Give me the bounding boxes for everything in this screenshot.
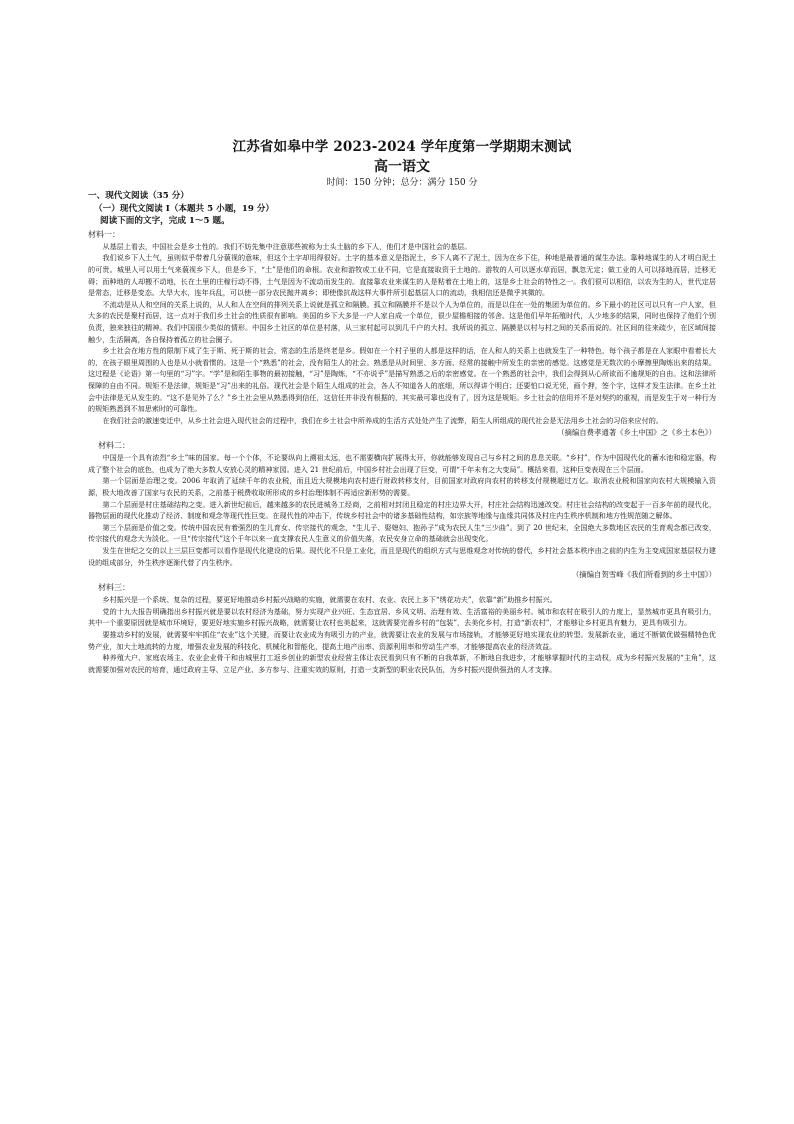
material-2-source: （摘编自贺雪峰《我们所看到的乡土中国》）	[571, 570, 716, 580]
material-3-paragraph: 党的十九大报告明确指出乡村振兴就是要以农村经济为基础，努力实现产业兴旺、生态宜居、乡风文明、治理有效、生活富裕的美丽乡村。城市和农村在吸引人的力度上，显然城市更具有吸引力，其中一个重要原因就是城市环境好，要更好地实施乡村振兴战略，就需要让农村也美起来，这就需要完善乡村的“包装”，去美化乡村，打造“新农村”，才能够让乡村更具有魅力，更具有吸引力。	[88, 606, 716, 628]
material-3-paragraph: 要推动乡村的发展，就需要牢牢抓住“农业”这个关键，而要让农业成为有吸引力的产业，就需要让农业的发展与市场接轨，才能够更好地实现农业的转型。发展新农业，通过不断做优做强精特色优势产业，加大土地流转的力度，增强农业发展的科技化、机械化和智能化，提高土地产出率、资源利用率和劳动生产率，才能够提高农业的经济效益。	[88, 630, 716, 651]
material-3-label: 材料三：	[98, 583, 130, 593]
material-1-paragraph: 在我们社会的激速变迁中，从乡土社会进入现代社会的过程中，我们在乡土社会中所养成的生活方式处处产生了流弊，陌生人所组成的现代社会是无法用乡土社会的习俗来应付的。	[102, 415, 663, 425]
reading-instruction: 阅读下面的文字，完成 1～5 题。	[100, 216, 230, 227]
subsection-heading: （一）现代文阅读 I（本题共 5 小题，19 分）	[94, 203, 275, 214]
material-1-paragraph: 乡土社会在地方性的限制下成了生于斯、死于斯的社会，常态的生活是终老是乡。假如在一个村子里的人都是这样的话，在人和人的关系上也就发生了一种特色，每个孩子都是在人家眼中看着长大的，在孩子眼里周围的人也是从小就看惯的。这是一个“熟悉”的社会，没有陌生人的社会。熟悉是从时间里、多方面、经常的接触中所发生的亲密的感觉。这感觉是无数次的小摩擦里陶炼出来的结果。这过程是《论语》第一句里的“习”字。“学”是和陌生事物的最初接触，“习”是陶炼，“不亦说乎”是描写熟悉之后的亲密感觉。在一个熟悉的社会中，我们会得到从心所欲而不逾规矩的自由。这和法律所保障的自由不同。规矩不是法律，规矩是“习”出来的礼俗。现代社会是个陌生人组成的社会，各人不知道各人的底细，所以得讲个明白；还要怕口说无凭，画个押，签个字，这样才发生法律。在乡土社会中法律是无从发生的。“这不是见外了么？”乡土社会里从熟悉得到信任，这信任并非没有根据的，其实最可靠也没有了，因为这是规矩。乡土社会的信用并不是对契约的重视，而是发生于对一种行为的规矩熟悉到不加思索时的可靠性。	[88, 346, 716, 414]
material-1-paragraph: 我们说乡下人土气，虽则似乎带着几分藐视的意味，但这个土字却用得很好。土字的基本意义是指泥土，乡下人离不了泥土，因为在乡下住，种地是最普通的谋生办法。靠种地谋生的人才明白泥土的可贵。城里人可以用土气来藐视乡下人，但是乡下，“土”是他们的命根。农业和游牧或工业不同，它是直接取资于土地的。游牧的人可以逐水草而居，飘忽无定；做工业的人可以择地而居，迁移无碍；而种地的人却搬不动地，长在土里的庄稼行动不得，土气是因为不流动而发生的。直接靠农业来谋生的人是粘着在土地上的，这是乡土社会的特性之一。我们很可以相信，以农为生的人，世代定居是常态，迁移是变态。大旱大水，连年兵乱，可以使一部分农民抛井离乡；即使像抗战这样大事件所引起基层人口的流动，我相信还是微乎其微的。	[88, 253, 716, 298]
material-2-paragraph: 第一个层面是治理之变。2006 年取消了延续千年的农业税，而且近大规模地向农村进行财政转移支付，目前国家对政府向农村的转移支付规模超过万亿。取消农业税和国家向农村大规模输入资源，极大地改善了国家与农民的关系，之前基于税费收取所形成的乡村治理体制不再适应新形势的需要。	[88, 476, 716, 498]
material-2-paragraph: 第二个层面是村庄基础结构之变。进入新世纪前后，越来越多的农民进城务工经商，之前相对封闭且稳定的村庄边界大开，村庄社会结构迅速改变。村庄社会结构的改变起于一百多年前的现代化，器物层面的现代化推动了经济、制度和观念等现代性巨变。在现代性的冲击下，传统乡村社会中的诸多基础性结构，如宗族等地缘与血缘共同体及村庄内生秩序机制和地方性规范随之解体。	[88, 499, 716, 521]
document-content	[88, 138, 716, 675]
material-2-paragraph: 中国是一个具有浓烈“乡土”味的国家。每一个个体，不论要纵向上溯祖太远，也不需要横向扩展得太开，你就能够发现自己与乡村之间的息息关联。“乡村”，作为中国现代化的蓄水池和稳定器，构成了整个社会的底色，也成为了绝大多数人安放心灵的精神家园。进入 21 世纪前后，中国乡村社会出现了巨变，可谓“千年未有之大变局”。概括来看，这种巨变表现在三个层面。	[88, 453, 716, 474]
exam-meta: 时间：150 分钟；总分：满分 150 分	[326, 178, 478, 188]
subject-title: 高一语文	[374, 159, 430, 175]
material-1-paragraph: 从基层上看去，中国社会是乡土性的。我们不妨先集中注意那些被称为土头土脑的乡下人，他们才是中国社会的基层。	[102, 241, 472, 251]
section-heading: 一、现代文阅读（35 分）	[88, 191, 189, 201]
material-2-label: 材料二：	[98, 441, 130, 451]
material-1-label: 材料一：	[88, 229, 120, 239]
document-title: 江苏省如皋中学 2023-2024 学年度第一学期期末测试	[232, 139, 572, 155]
material-1-paragraph: 不流动是从人和空间的关系上说的，从人和人在空间的排列关系上说就是孤立和隔膜。孤立和隔膜并不是以个人为单位的，而是以住在一处的集团为单位的。乡下最小的社区可以只有一户人家，但大多的农民是聚村而居，这一点对于我们乡土社会的性质很有影响。美国的乡下大多是一户人家自成一个单位，很少屋檐相接的邻舍。这是他们早年拓殖时代，人少地多的结果，同时也保持了他们个别负责，独来独往的精神。我们中国很少类似的情形。中国乡土社区的单位是村落，从三家村起可以到几千户的大村。我所说的孤立、隔膜是以村与村之间的关系而说的。社区间的往来疏少，在区域间接触少，生活隔离，各自保持着孤立的社会圈子。	[88, 299, 716, 344]
material-1-source: （摘编自费孝通著《乡土中国》之《乡土本色》）	[557, 428, 716, 438]
material-2-paragraph: 第三个层面是价值之变。传统中国农民有着强烈的生儿育女、传宗接代的观念，“生儿子、娶媳妇、抱孙子”成为农民人生“三少曲”。到了 20 世纪末，全国绝大多数地区农民的生育观念都已改变，传宗接代的观念大为淡化。一旦“传宗接代”这个千年以来一直支撑农民人生意义的价值失落，农民安身立命的基础就会出现变化。	[88, 522, 716, 544]
material-3-paragraph: 乡村振兴是一个系统、复杂的过程，要更好地推动乡村振兴战略的实施，就需要在农村、农业、农民上多下“绣花功夫”，依靠“新”助推乡村振兴。	[102, 595, 557, 605]
material-2-paragraph: 发生在世纪之交的以上三层巨变都可以看作是现代化建设的后果。现代化不只是工业化，而且是现代的组织方式与思维观念对传统的替代，乡村社会基本秩序由之前的内生为主变成国家基层权力建设的组成部分，外生秩序逐渐代替了内生秩序。	[88, 546, 716, 567]
material-3-paragraph: 种养殖大户、家庭农场主、农业企业骨干和由城里打工返乡创业的新型农业经营主体让农民看到只有不断的自我革新，不断地自我进步，才能够掌握时代的主动权，成为乡村振兴发展的“主角”，这就需要加强对农民的培育，通过政府主导、立足产业、多方参与、注重实效的原则，打造一支新型的职业农民队伍，为乡村振兴提供强劲的人才支撑。	[88, 653, 716, 674]
